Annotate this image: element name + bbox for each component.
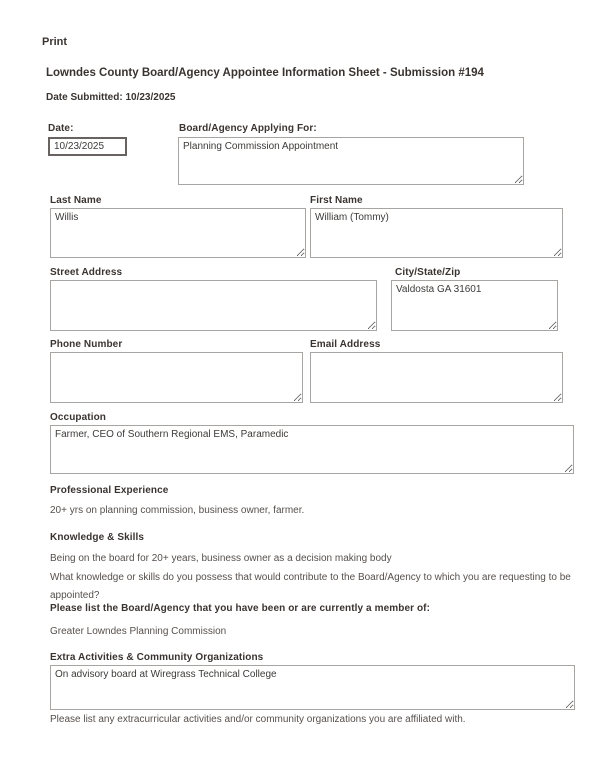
member-boards-text: Greater Lowndes Planning Commission [50, 626, 227, 637]
phone-number-label: Phone Number [50, 339, 123, 350]
email-address-textarea[interactable] [310, 352, 563, 403]
member-boards-heading: Please list the Board/Agency that you have been or are currently a member of: [50, 603, 431, 614]
phone-number-textarea[interactable] [50, 352, 303, 403]
professional-experience-text: 20+ yrs on planning commission, business owner, farmer. [50, 505, 305, 516]
last-name-label: Last Name [50, 195, 102, 206]
date-submitted-text: Date Submitted: 10/23/2025 [46, 92, 176, 103]
board-agency-textarea[interactable] [178, 137, 524, 185]
professional-experience-heading: Professional Experience [50, 485, 169, 496]
occupation-textarea[interactable] [50, 425, 574, 474]
street-address-label: Street Address [50, 267, 123, 278]
date-input[interactable] [48, 137, 127, 156]
knowledge-skills-help: What knowledge or skills do you possess that would contribute to the Board/Agency to which you are requesting to be appointed? [50, 572, 571, 601]
first-name-textarea[interactable] [310, 208, 563, 258]
city-state-zip-label: City/State/Zip [395, 267, 461, 278]
first-name-label: First Name [310, 195, 363, 206]
date-label: Date: [48, 123, 74, 134]
occupation-label: Occupation [50, 412, 107, 423]
knowledge-skills-answer: Being on the board for 20+ years, business owner as a decision making body [50, 553, 392, 564]
extra-activities-textarea[interactable] [50, 665, 575, 710]
print-button[interactable]: Print [42, 36, 68, 48]
page-title: Lowndes County Board/Agency Appointee Information Sheet - Submission #194 [46, 67, 484, 79]
email-address-label: Email Address [310, 339, 381, 350]
extra-activities-heading: Extra Activities & Community Organizations [50, 652, 264, 663]
last-name-textarea[interactable] [50, 208, 306, 258]
extra-activities-help: Please list any extracurricular activities and/or community organizations you are affiliated with. [50, 714, 466, 725]
knowledge-skills-heading: Knowledge & Skills [50, 532, 145, 543]
street-address-textarea[interactable] [50, 280, 377, 331]
board-agency-label: Board/Agency Applying For: [179, 123, 317, 134]
city-state-zip-textarea[interactable] [391, 280, 558, 331]
